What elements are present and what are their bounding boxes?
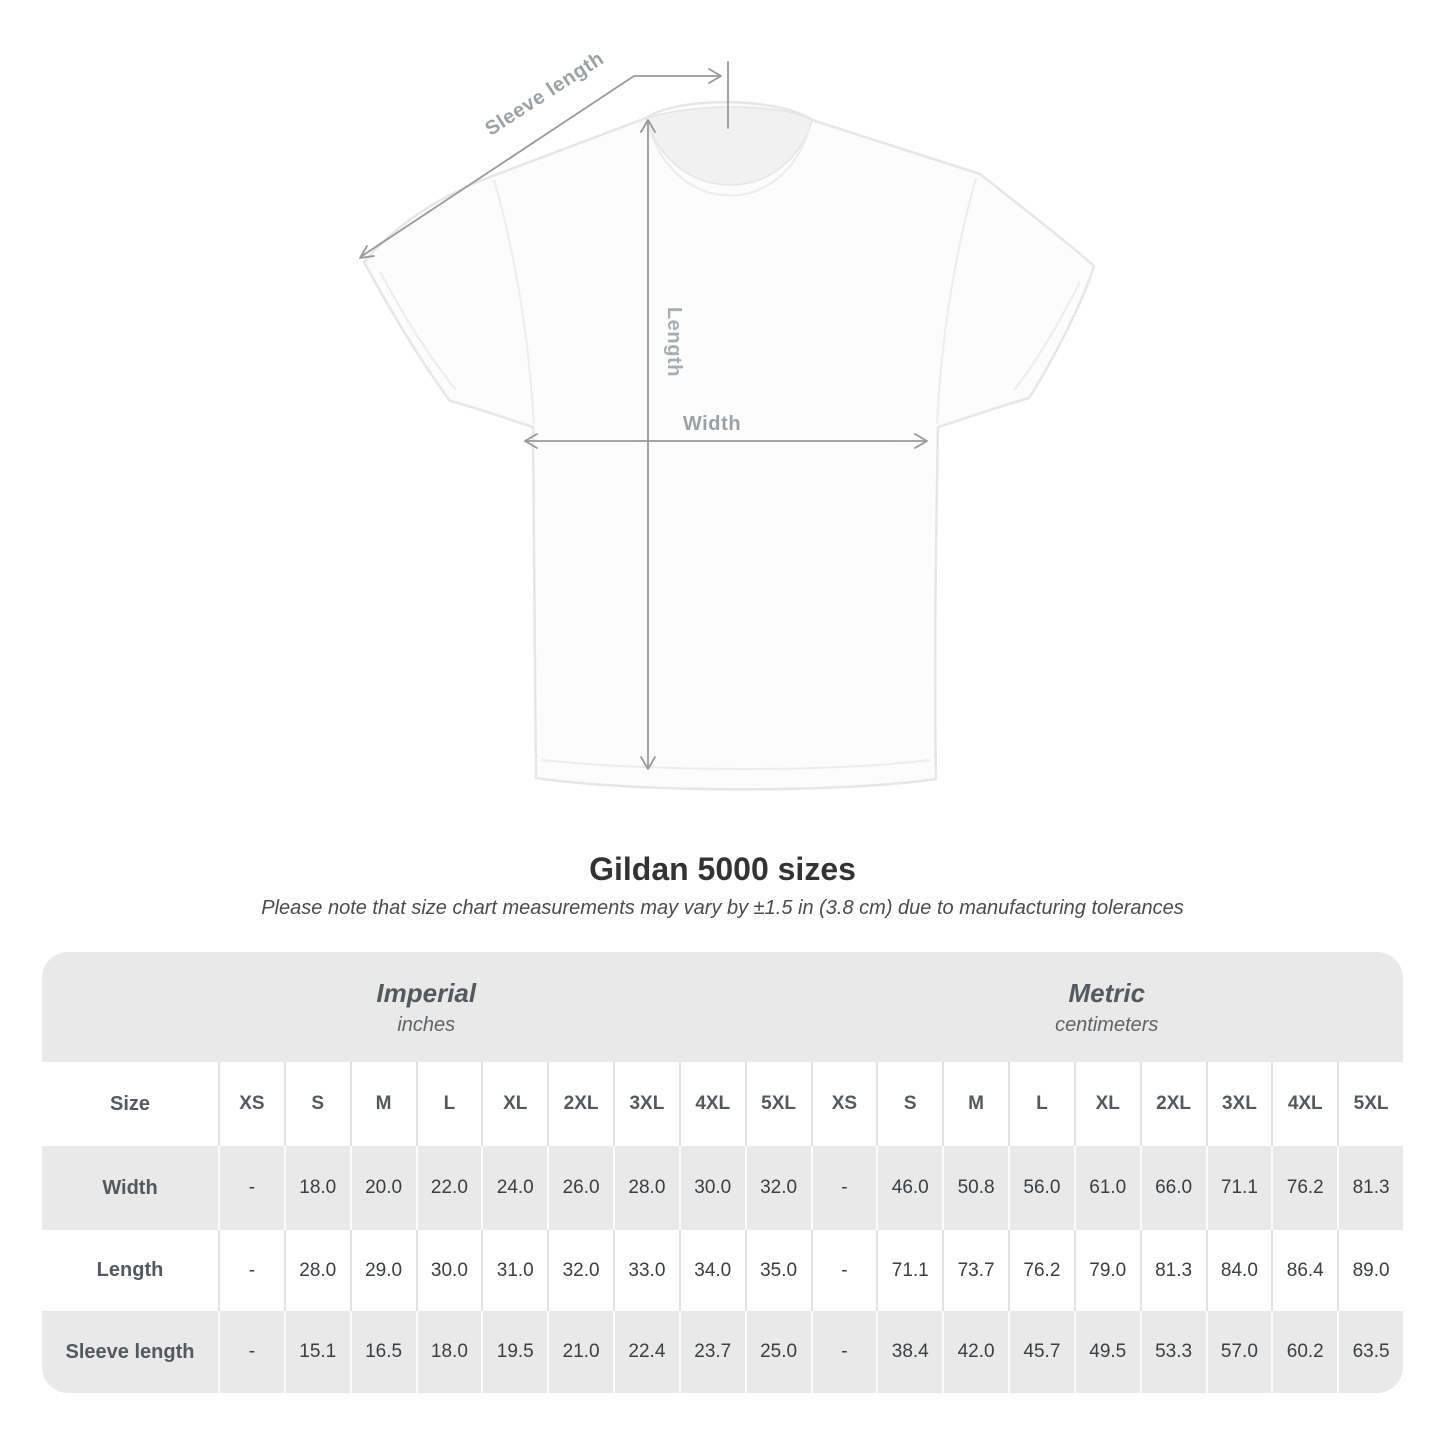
size-header: M [942,1062,1008,1146]
table-cell: 53.3 [1140,1311,1206,1393]
size-header: XS [218,1062,284,1146]
table-cell: 81.3 [1140,1230,1206,1311]
length-label: Length [663,306,685,378]
table-cell: 61.0 [1074,1146,1140,1230]
table-cell: 30.0 [416,1230,482,1311]
table-cell: 30.0 [679,1146,745,1230]
size-header: XL [1074,1062,1140,1146]
table-cell: 79.0 [1074,1230,1140,1311]
table-cell: 19.5 [481,1311,547,1393]
table-cell: 38.4 [876,1311,942,1393]
row-label: Width [42,1146,218,1230]
table-cell: 25.0 [745,1311,811,1393]
table-cell: - [218,1230,284,1311]
size-header: 2XL [1140,1062,1206,1146]
table-cell: 86.4 [1271,1230,1337,1311]
size-header: L [1008,1062,1074,1146]
table-cell: 24.0 [481,1146,547,1230]
size-header: S [284,1062,350,1146]
page-title: Gildan 5000 sizes [589,851,856,887]
width-label: Width [682,413,742,435]
size-header: 5XL [1337,1062,1403,1146]
size-header: L [416,1062,482,1146]
table-cell: 16.5 [350,1311,416,1393]
table-cell: 28.0 [284,1230,350,1311]
table-cell: 89.0 [1337,1230,1403,1311]
size-grid [42,1062,1403,1393]
size-header: S [876,1062,942,1146]
unit-group-header-band [42,952,1403,1062]
table-cell: 56.0 [1008,1146,1074,1230]
table-cell: 29.0 [350,1230,416,1311]
size-header: 5XL [745,1062,811,1146]
tolerance-note: Please note that size chart measurements may vary by ±1.5 in (3.8 cm) due to manufacturing tolerances [261,897,1184,919]
table-cell: 32.0 [547,1230,613,1311]
metric-group-unit: centimeters [1055,1013,1159,1036]
table-cell: 63.5 [1337,1311,1403,1393]
table-cell: 32.0 [745,1146,811,1230]
table-cell: 76.2 [1008,1230,1074,1311]
table-cell: 34.0 [679,1230,745,1311]
table-cell: 35.0 [745,1230,811,1311]
table-cell: 22.4 [613,1311,679,1393]
metric-group-header [811,952,1404,1062]
table-cell: - [218,1311,284,1393]
table-cell: 60.2 [1271,1311,1337,1393]
table-cell: 28.0 [613,1146,679,1230]
table-cell: - [811,1146,877,1230]
table-cell: 22.0 [416,1146,482,1230]
table-cell: - [811,1311,877,1393]
size-header: 4XL [679,1062,745,1146]
table-cell: 42.0 [942,1311,1008,1393]
table-cell: 31.0 [481,1230,547,1311]
table-cell: 21.0 [547,1311,613,1393]
table-cell: 45.7 [1008,1311,1074,1393]
table-cell: 84.0 [1206,1230,1272,1311]
size-header: 3XL [613,1062,679,1146]
size-col-header: Size [42,1062,218,1146]
tshirt-body [364,102,1094,789]
table-cell: 20.0 [350,1146,416,1230]
table-cell: 81.3 [1337,1146,1403,1230]
table-cell: 46.0 [876,1146,942,1230]
table-cell: 66.0 [1140,1146,1206,1230]
size-header: XL [481,1062,547,1146]
table-cell: 71.1 [1206,1146,1272,1230]
row-label: Sleeve length [42,1311,218,1393]
imperial-group-title: Imperial [376,977,477,1008]
table-cell: 33.0 [613,1230,679,1311]
size-table-card [42,952,1403,1393]
table-cell: - [218,1146,284,1230]
row-label: Length [42,1230,218,1311]
imperial-group-unit: inches [397,1013,456,1036]
metric-group-title: Metric [1068,977,1146,1008]
table-cell: 18.0 [284,1146,350,1230]
table-cell: - [811,1230,877,1311]
size-header: 4XL [1271,1062,1337,1146]
table-cell: 26.0 [547,1146,613,1230]
table-cell: 71.1 [876,1230,942,1311]
table-cell: 15.1 [284,1311,350,1393]
table-cell: 49.5 [1074,1311,1140,1393]
imperial-group-header [42,952,811,1062]
size-header: XS [811,1062,877,1146]
table-cell: 76.2 [1271,1146,1337,1230]
table-cell: 50.8 [942,1146,1008,1230]
size-header: 2XL [547,1062,613,1146]
table-cell: 73.7 [942,1230,1008,1311]
sleeve-length-label: Sleeve length [481,47,609,141]
table-cell: 18.0 [416,1311,482,1393]
size-header: M [350,1062,416,1146]
table-cell: 57.0 [1206,1311,1272,1393]
size-header: 3XL [1206,1062,1272,1146]
table-cell: 23.7 [679,1311,745,1393]
